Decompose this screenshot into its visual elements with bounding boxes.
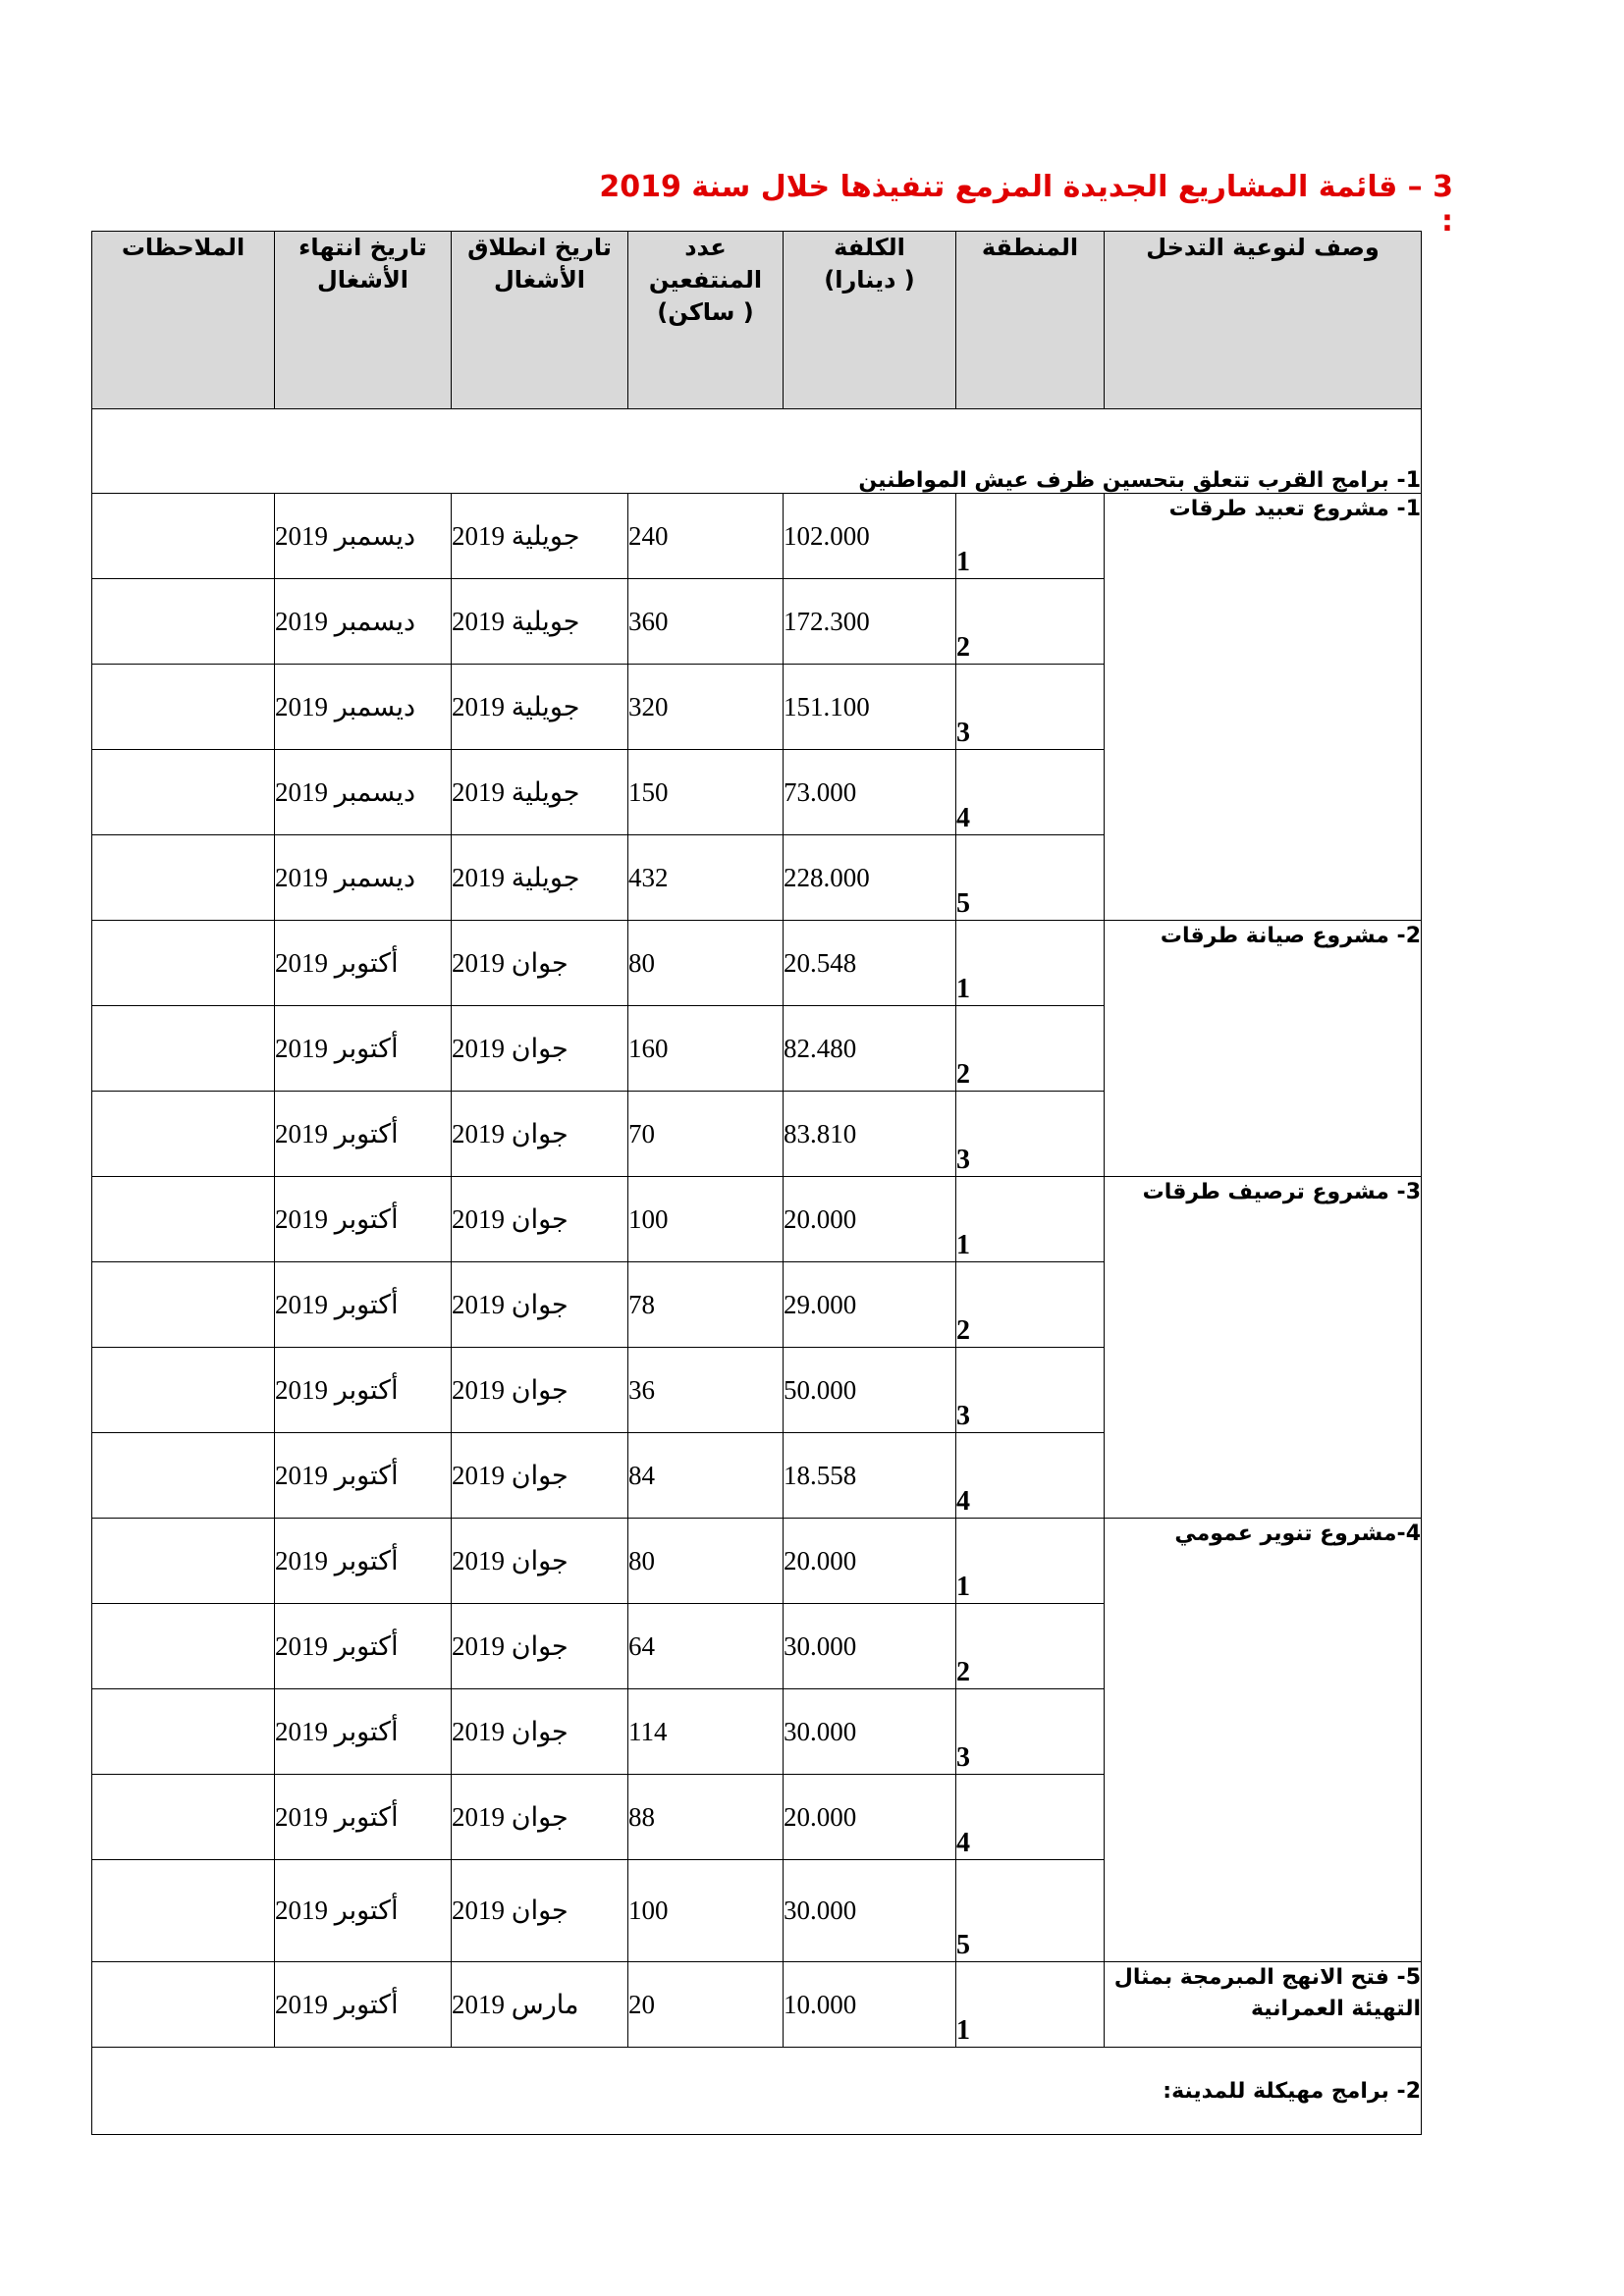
end-date-cell: أكتوبر 2019 xyxy=(275,1348,452,1433)
notes-cell xyxy=(92,665,275,750)
beneficiaries-cell: 240 xyxy=(628,494,784,579)
zone-cell: 3 xyxy=(956,1689,1105,1775)
zone-cell: 1 xyxy=(956,1519,1105,1604)
project-description: 5- فتح الانهج المبرمجة بمثال التهيئة العمرانية xyxy=(1105,1962,1422,2048)
zone-cell: 1 xyxy=(956,921,1105,1006)
notes-cell xyxy=(92,1092,275,1177)
header-cost: الكلفة ( دينارا) xyxy=(784,232,956,409)
beneficiaries-cell: 84 xyxy=(628,1433,784,1519)
cost-cell: 20.000 xyxy=(784,1519,956,1604)
zone-cell: 1 xyxy=(956,1177,1105,1262)
start-date-cell: جويلية 2019 xyxy=(452,494,628,579)
zone-cell: 2 xyxy=(956,579,1105,665)
zone-cell: 3 xyxy=(956,1348,1105,1433)
beneficiaries-cell: 160 xyxy=(628,1006,784,1092)
zone-cell: 3 xyxy=(956,1092,1105,1177)
header-zone: المنطقة xyxy=(956,232,1105,409)
table-row xyxy=(92,1519,1422,1604)
end-date-cell: أكتوبر 2019 xyxy=(275,1092,452,1177)
header-beneficiaries: عدد المنتفعين ( ساكن) xyxy=(628,232,784,409)
project-description: 4-مشروع تنوير عمومي xyxy=(1105,1519,1422,1962)
notes-cell xyxy=(92,1775,275,1860)
end-date-cell: أكتوبر 2019 xyxy=(275,921,452,1006)
beneficiaries-cell: 432 xyxy=(628,835,784,921)
start-date-cell: جوان 2019 xyxy=(452,1433,628,1519)
table-row xyxy=(92,494,1422,579)
notes-cell xyxy=(92,1348,275,1433)
start-date-cell: جوان 2019 xyxy=(452,921,628,1006)
table-body xyxy=(92,409,1422,2135)
project-description: 3- مشروع ترصيف طرقات xyxy=(1105,1177,1422,1519)
end-date-cell: أكتوبر 2019 xyxy=(275,1519,452,1604)
beneficiaries-cell: 78 xyxy=(628,1262,784,1348)
start-date-cell: جوان 2019 xyxy=(452,1262,628,1348)
beneficiaries-cell: 114 xyxy=(628,1689,784,1775)
end-date-cell: ديسمبر 2019 xyxy=(275,494,452,579)
start-date-cell: جوان 2019 xyxy=(452,1604,628,1689)
end-date-cell: أكتوبر 2019 xyxy=(275,1006,452,1092)
cost-cell: 20.000 xyxy=(784,1775,956,1860)
beneficiaries-cell: 150 xyxy=(628,750,784,835)
cost-cell: 30.000 xyxy=(784,1860,956,1962)
cost-cell: 30.000 xyxy=(784,1604,956,1689)
notes-cell xyxy=(92,921,275,1006)
end-date-cell: أكتوبر 2019 xyxy=(275,1604,452,1689)
zone-cell: 5 xyxy=(956,1860,1105,1962)
notes-cell xyxy=(92,1962,275,2048)
zone-cell: 4 xyxy=(956,1775,1105,1860)
zone-cell: 2 xyxy=(956,1006,1105,1092)
start-date-cell: جوان 2019 xyxy=(452,1092,628,1177)
notes-cell xyxy=(92,579,275,665)
start-date-cell: جوان 2019 xyxy=(452,1006,628,1092)
start-date-cell: جويلية 2019 xyxy=(452,750,628,835)
notes-cell xyxy=(92,1860,275,1962)
notes-cell xyxy=(92,1006,275,1092)
end-date-cell: ديسمبر 2019 xyxy=(275,665,452,750)
table-row xyxy=(92,921,1422,1006)
beneficiaries-cell: 100 xyxy=(628,1860,784,1962)
cost-cell: 172.300 xyxy=(784,579,956,665)
zone-cell: 2 xyxy=(956,1604,1105,1689)
zone-cell: 1 xyxy=(956,1962,1105,2048)
project-description: 1- مشروع تعبيد طرقات xyxy=(1105,494,1422,921)
start-date-cell: جوان 2019 xyxy=(452,1348,628,1433)
notes-cell xyxy=(92,494,275,579)
section-label: 1- برامج القرب تتعلق بتحسين ظرف عيش المواطنين xyxy=(92,409,1422,494)
section-label: 2- برامج مهيكلة للمدينة: xyxy=(92,2048,1422,2135)
start-date-cell: جوان 2019 xyxy=(452,1775,628,1860)
cost-cell: 151.100 xyxy=(784,665,956,750)
beneficiaries-cell: 80 xyxy=(628,1519,784,1604)
beneficiaries-cell: 320 xyxy=(628,665,784,750)
cost-cell: 73.000 xyxy=(784,750,956,835)
cost-cell: 50.000 xyxy=(784,1348,956,1433)
start-date-cell: جوان 2019 xyxy=(452,1519,628,1604)
cost-cell: 29.000 xyxy=(784,1262,956,1348)
end-date-cell: أكتوبر 2019 xyxy=(275,1962,452,2048)
projects-table xyxy=(91,231,1422,2135)
end-date-cell: أكتوبر 2019 xyxy=(275,1860,452,1962)
beneficiaries-cell: 64 xyxy=(628,1604,784,1689)
header-notes: الملاحظات xyxy=(92,232,275,409)
zone-cell: 4 xyxy=(956,1433,1105,1519)
section-row xyxy=(92,2048,1422,2135)
notes-cell xyxy=(92,1604,275,1689)
end-date-cell: ديسمبر 2019 xyxy=(275,835,452,921)
cost-cell: 83.810 xyxy=(784,1092,956,1177)
zone-cell: 3 xyxy=(956,665,1105,750)
header-row xyxy=(92,232,1422,409)
start-date-cell: جوان 2019 xyxy=(452,1860,628,1962)
project-description: 2- مشروع صيانة طرقات xyxy=(1105,921,1422,1177)
notes-cell xyxy=(92,750,275,835)
cost-cell: 30.000 xyxy=(784,1689,956,1775)
start-date-cell: جوان 2019 xyxy=(452,1689,628,1775)
start-date-cell: جويلية 2019 xyxy=(452,579,628,665)
cost-cell: 102.000 xyxy=(784,494,956,579)
beneficiaries-cell: 36 xyxy=(628,1348,784,1433)
notes-cell xyxy=(92,835,275,921)
notes-cell xyxy=(92,1689,275,1775)
end-date-cell: ديسمبر 2019 xyxy=(275,750,452,835)
cost-cell: 20.548 xyxy=(784,921,956,1006)
zone-cell: 1 xyxy=(956,494,1105,579)
start-date-cell: مارس 2019 xyxy=(452,1962,628,2048)
cost-cell: 82.480 xyxy=(784,1006,956,1092)
header-desc: وصف لنوعية التدخل xyxy=(1105,232,1422,409)
start-date-cell: جويلية 2019 xyxy=(452,665,628,750)
table-row xyxy=(92,1962,1422,2048)
zone-cell: 4 xyxy=(956,750,1105,835)
end-date-cell: أكتوبر 2019 xyxy=(275,1262,452,1348)
end-date-cell: أكتوبر 2019 xyxy=(275,1775,452,1860)
notes-cell xyxy=(92,1177,275,1262)
header-end-date: تاريخ انتهاء الأشغال xyxy=(275,232,452,409)
start-date-cell: جوان 2019 xyxy=(452,1177,628,1262)
end-date-cell: أكتوبر 2019 xyxy=(275,1689,452,1775)
notes-cell xyxy=(92,1519,275,1604)
end-date-cell: ديسمبر 2019 xyxy=(275,579,452,665)
cost-cell: 18.558 xyxy=(784,1433,956,1519)
zone-cell: 5 xyxy=(956,835,1105,921)
cost-cell: 228.000 xyxy=(784,835,956,921)
section-row xyxy=(92,409,1422,494)
beneficiaries-cell: 88 xyxy=(628,1775,784,1860)
header-start-date: تاريخ انطلاق الأشغال xyxy=(452,232,628,409)
cost-cell: 20.000 xyxy=(784,1177,956,1262)
table-row xyxy=(92,1177,1422,1262)
cost-cell: 10.000 xyxy=(784,1962,956,2048)
notes-cell xyxy=(92,1262,275,1348)
end-date-cell: أكتوبر 2019 xyxy=(275,1177,452,1262)
beneficiaries-cell: 20 xyxy=(628,1962,784,2048)
beneficiaries-cell: 100 xyxy=(628,1177,784,1262)
beneficiaries-cell: 70 xyxy=(628,1092,784,1177)
end-date-cell: أكتوبر 2019 xyxy=(275,1433,452,1519)
notes-cell xyxy=(92,1433,275,1519)
beneficiaries-cell: 80 xyxy=(628,921,784,1006)
zone-cell: 2 xyxy=(956,1262,1105,1348)
beneficiaries-cell: 360 xyxy=(628,579,784,665)
page-title: 3 – قائمة المشاريع الجديدة المزمع تنفيذها خلال سنة 2019 : xyxy=(599,170,1453,239)
start-date-cell: جويلية 2019 xyxy=(452,835,628,921)
